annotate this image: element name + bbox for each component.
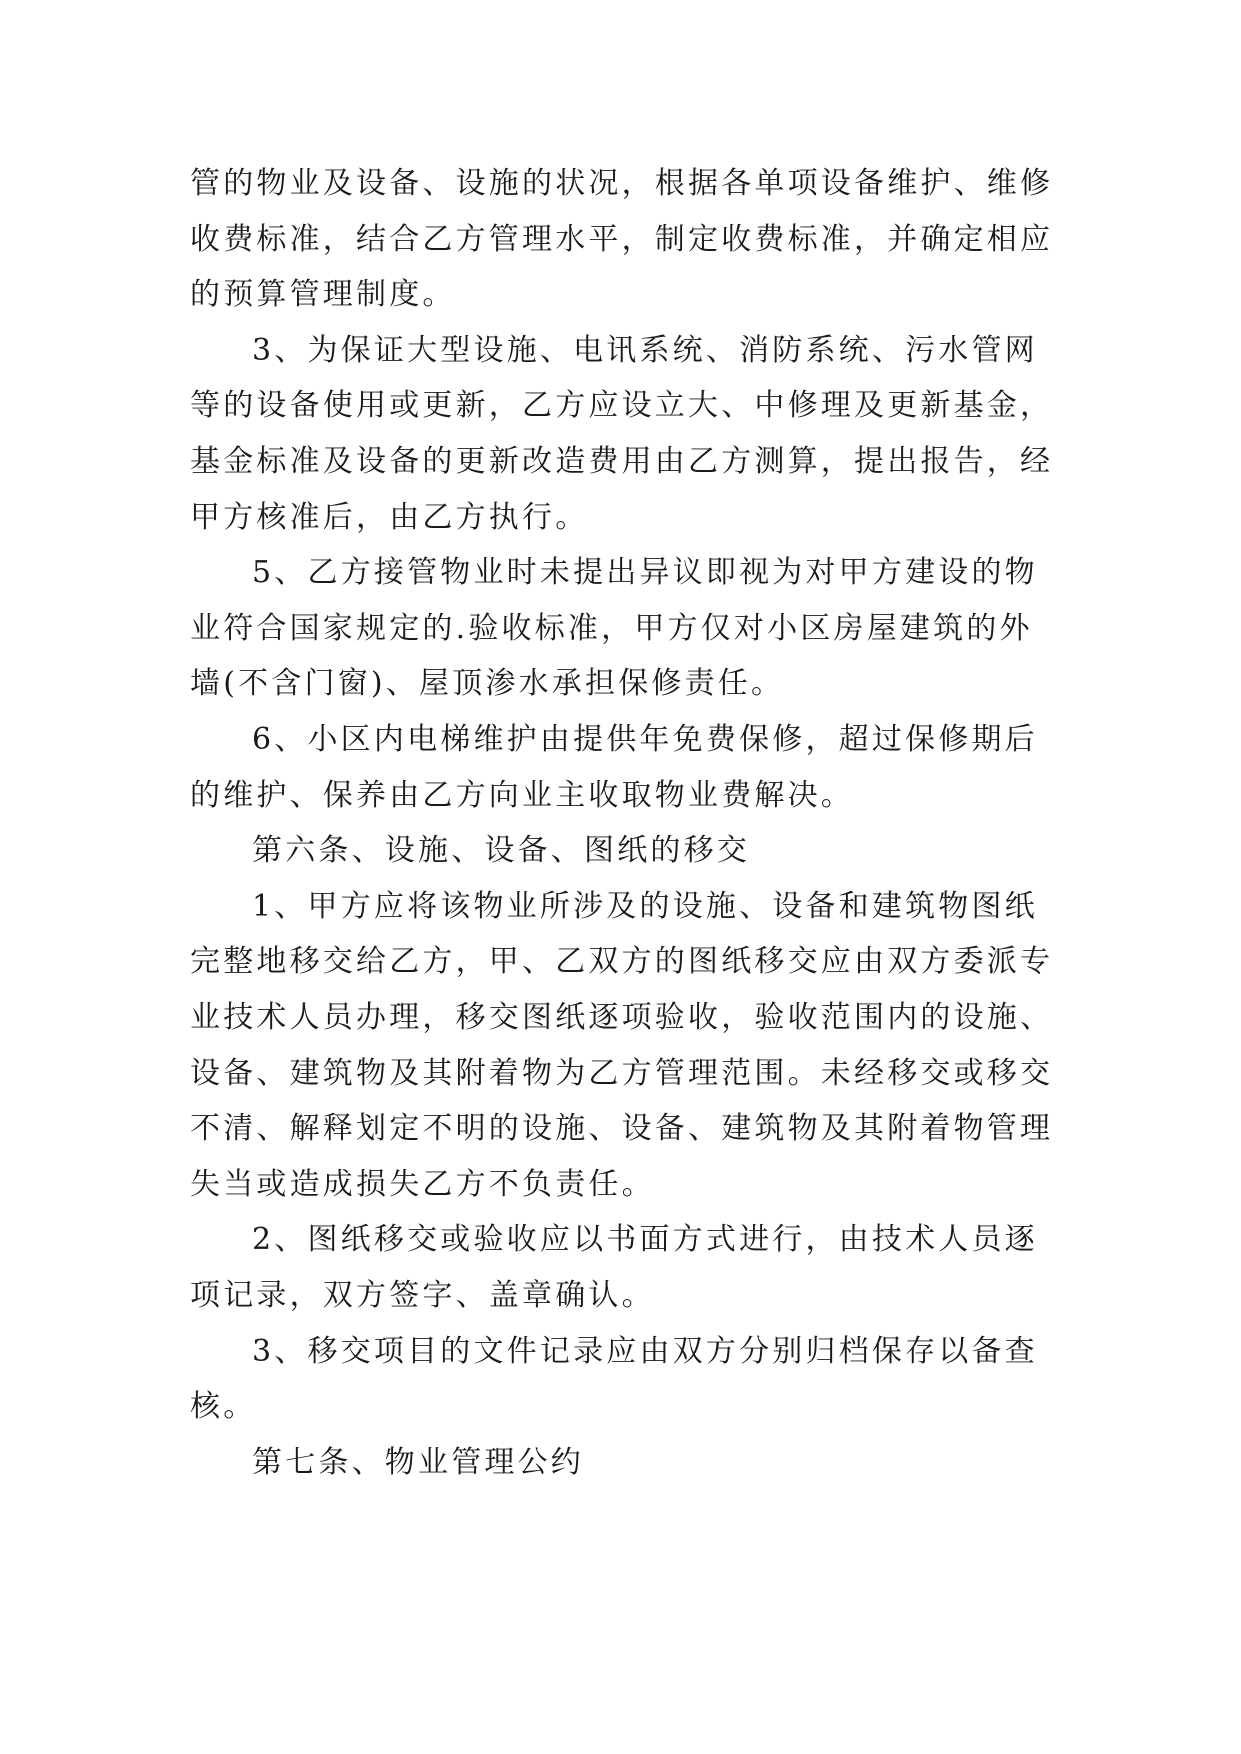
text-line: 业符合国家规定的.验收标准，甲方仅对小区房屋建筑的外 xyxy=(190,610,1033,646)
text-line: 的维护、保养由乙方向业主收取物业费解决。 xyxy=(190,777,854,813)
text-line: 1、甲方应将该物业所涉及的设施、设备和建筑物图纸 xyxy=(252,888,1038,924)
text-line: 业技术人员办理，移交图纸逐项验收，验收范围内的设施、 xyxy=(190,1000,1054,1035)
text-line: 完整地移交给乙方，甲、乙双方的图纸移交应由双方委派专 xyxy=(190,944,1054,980)
text-line: 失当或造成损失乙方不负责任。 xyxy=(190,1166,655,1202)
text-line: 第六条、设施、设备、图纸的移交 xyxy=(252,833,750,869)
text-line: 不清、解释划定不明的设施、设备、建筑物及其附着物管理 xyxy=(190,1111,1054,1147)
text-line: 墙(不含门窗)、屋顶渗水承担保修责任。 xyxy=(190,666,785,702)
text-line: 2、图纸移交或验收应以书面方式进行，由技术人员逐 xyxy=(252,1222,1038,1258)
text-line: 甲方核准后，由乙方执行。 xyxy=(190,499,589,535)
text-line: 6、小区内电梯维护由提供年免费保修，超过保修期后 xyxy=(252,722,1038,757)
text-line: 5、乙方接管物业时未提出异议即视为对甲方建设的物 xyxy=(252,555,1038,591)
text-line: 3、为保证大型设施、电讯系统、消防系统、污水管网 xyxy=(252,332,1038,368)
text-line: 等的设备使用或更新，乙方应设立大、中修理及更新基金， xyxy=(190,388,1054,424)
text-line: 收费标准，结合乙方管理水平，制定收费标准，并确定相应 xyxy=(190,221,1054,257)
text-line: 设备、建筑物及其附着物为乙方管理范围。未经移交或移交 xyxy=(190,1055,1054,1091)
text-line: 基金标准及设备的更新改造费用由乙方测算，提出报告，经 xyxy=(190,444,1054,479)
text-line: 项记录，双方签字、盖章确认。 xyxy=(190,1278,655,1313)
text-line: 核。 xyxy=(190,1389,257,1425)
text-line: 管的物业及设备、设施的状况，根据各单项设备维护、维修 xyxy=(190,166,1054,201)
text-line: 第七条、物业管理公约 xyxy=(252,1444,584,1480)
text-line: 的预算管理制度。 xyxy=(190,277,456,313)
text-line: 3、移交项目的文件记录应由双方分别归档保存以备查 xyxy=(252,1333,1038,1369)
